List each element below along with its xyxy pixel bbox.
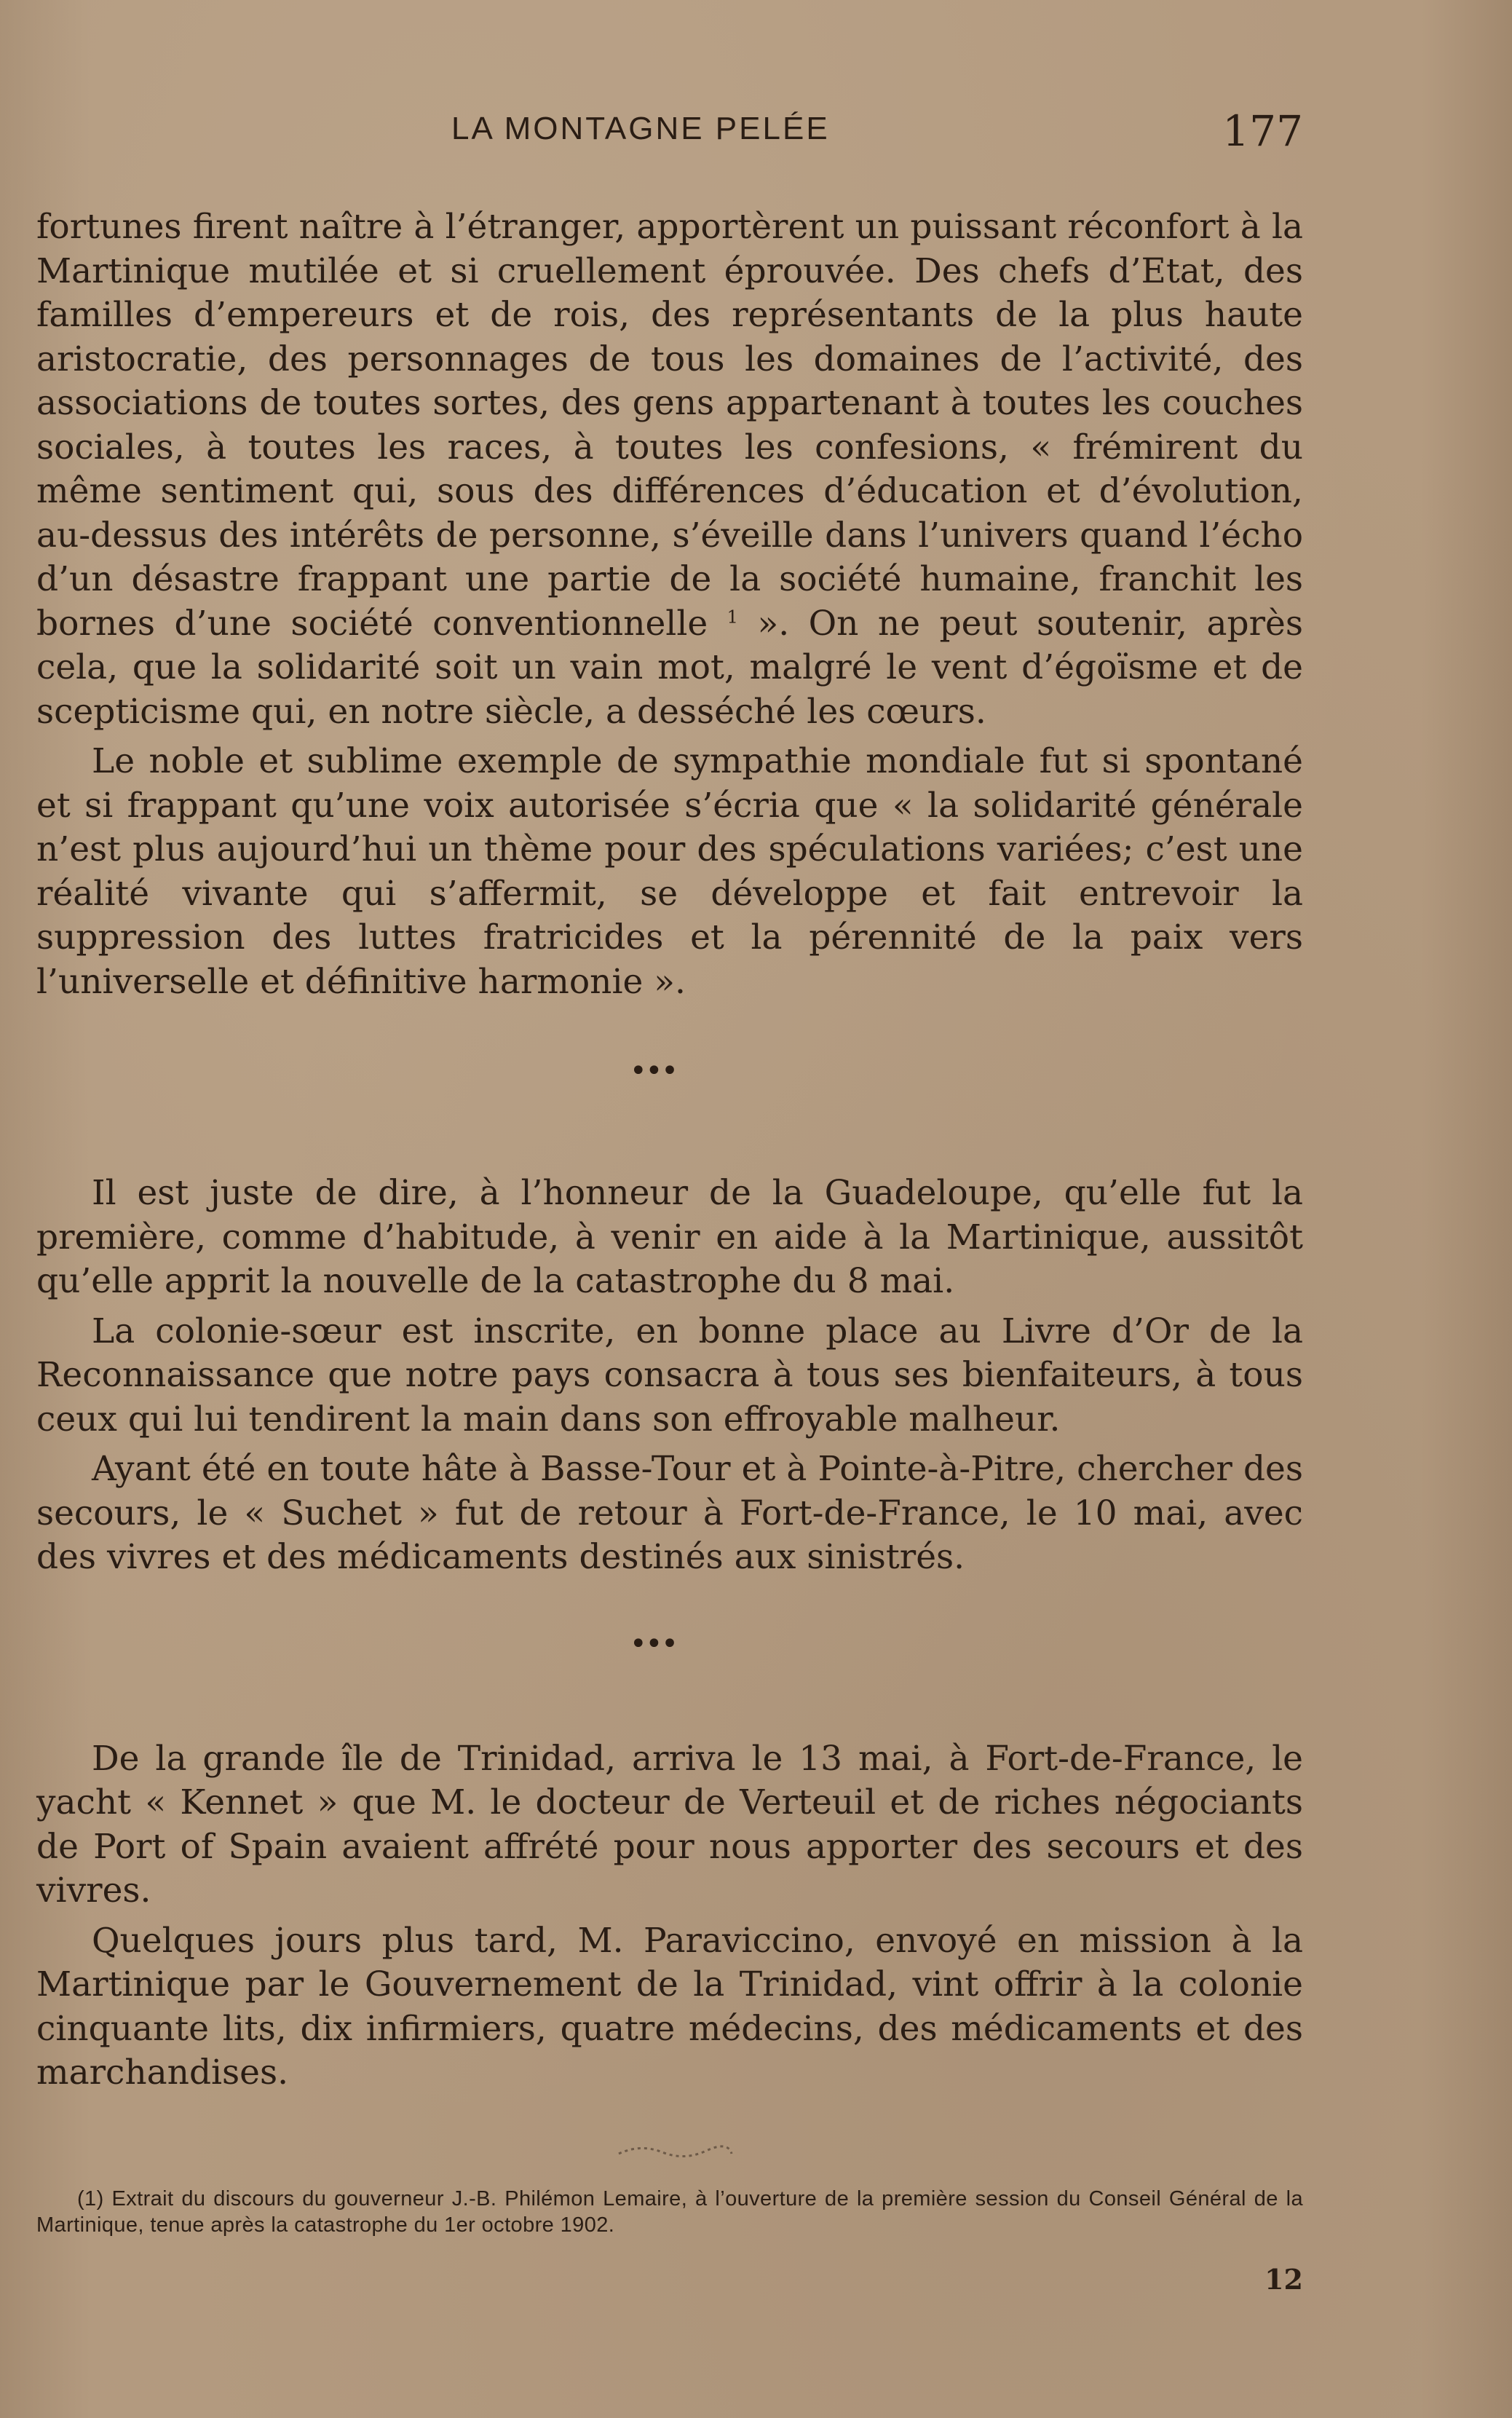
- section-ornament-2: [36, 1580, 1303, 1737]
- paragraph-2: Le noble et sublime exemple de sympathie mondiale fut si spontané et si frappant qu’une voix autorisée s’écria que « la solidarité générale n’est plus aujourd’hui un thème pour des spéculations variées; c’est une réalité vivante qui s’affermit, se développe et fait entrevoir la suppression des luttes fratricides et la pérennité de la paix vers l’universelle et définitive harmonie ».: [36, 741, 1303, 1002]
- paragraph-3: Il est juste de dire, à l’honneur de la Guadeloupe, qu’elle fut la première, comme d’habitude, à venir en aide à la Martinique, aussitôt qu’elle apprit la nouvelle de la catastrophe du 8 mai.: [36, 1173, 1303, 1301]
- body-text: [36, 205, 1303, 2095]
- paragraph-7: Quelques jours plus tard, M. Paraviccino, envoyé en mission à la Martinique par le Gouvernement de la Trinidad, vint offrir à la colonie cinquante lits, dix infirmiers, quatre médecins, des médicaments et des marchandises.: [36, 1920, 1303, 2093]
- section-ornament-1: [36, 1004, 1303, 1172]
- smudge-icon: [611, 2141, 735, 2162]
- paragraph-4: La colonie-sœur est inscrite, en bonne place au Livre d’Or de la Reconnaissance que notre pays consacra à tous ses bienfaiteurs, à tous ceux qui lui tendirent la main dans son effroyable malheur.: [36, 1311, 1303, 1439]
- running-head-title: LA MONTAGNE PELÉE: [451, 111, 830, 146]
- paragraph-1: [36, 205, 1303, 734]
- signature-mark: 12: [1264, 2263, 1303, 2296]
- asterism-icon: •••: [630, 1627, 677, 1661]
- footnote-separator-smudge: [611, 2141, 735, 2162]
- asterism-icon: •••: [630, 1054, 677, 1088]
- footnote-reference: 1: [727, 606, 738, 627]
- page-number: 177: [1222, 106, 1303, 156]
- paragraph-6: De la grande île de Trinidad, arriva le 13 mai, à Fort-de-France, le yacht « Kennet » que M. le docteur de Verteuil et de riches négociants de Port of Spain avaient affrété pour nous apporter des secours et des vivres.: [36, 1738, 1303, 1911]
- paragraph-5: Ayant été en toute hâte à Basse-Tour et à Pointe-à-Pitre, chercher des secours, le « Suchet » fut de retour à Fort-de-France, le 10 mai, avec des vivres et des médicaments destinés aux sinistrés.: [36, 1449, 1303, 1577]
- book-page: [36, 0, 1303, 2418]
- paragraph-1-end: ». On ne peut soutenir, après cela, que la solidarité soit un vain mot, malgré le vent d’égoïsme et de scepticisme qui, en notre siècle, a desséché les cœurs.: [36, 603, 1303, 732]
- footnote-1: (1) Extrait du discours du gouverneur J.-B. Philémon Lemaire, à l’ouverture de la première session du Conseil Général de la Martinique, tenue après la catastrophe du 1er octobre 1902.: [36, 2187, 1303, 2237]
- running-head: [36, 106, 1303, 160]
- paragraph-1-text: fortunes firent naître à l’étranger, apportèrent un puissant réconfort à la Martinique mutilée et si cruellement éprouvée. Des chefs d’Etat, des familles d’empereurs et de rois, des représentants de la plus haute aristocratie, des personnages de tous les domaines de l’activité, des associations de toutes sortes, des gens appartenant à toutes les couches sociales, à toutes les races, à toutes les confesions, « frémirent du même sentiment qui, sous des différences d’éducation et d’évolution, au-dessus des intérêts de personne, s’éveille dans l’univers quand l’écho d’un désastre frappant une partie de la société humaine, franchit les bornes d’une société conventionnelle: [36, 207, 1303, 644]
